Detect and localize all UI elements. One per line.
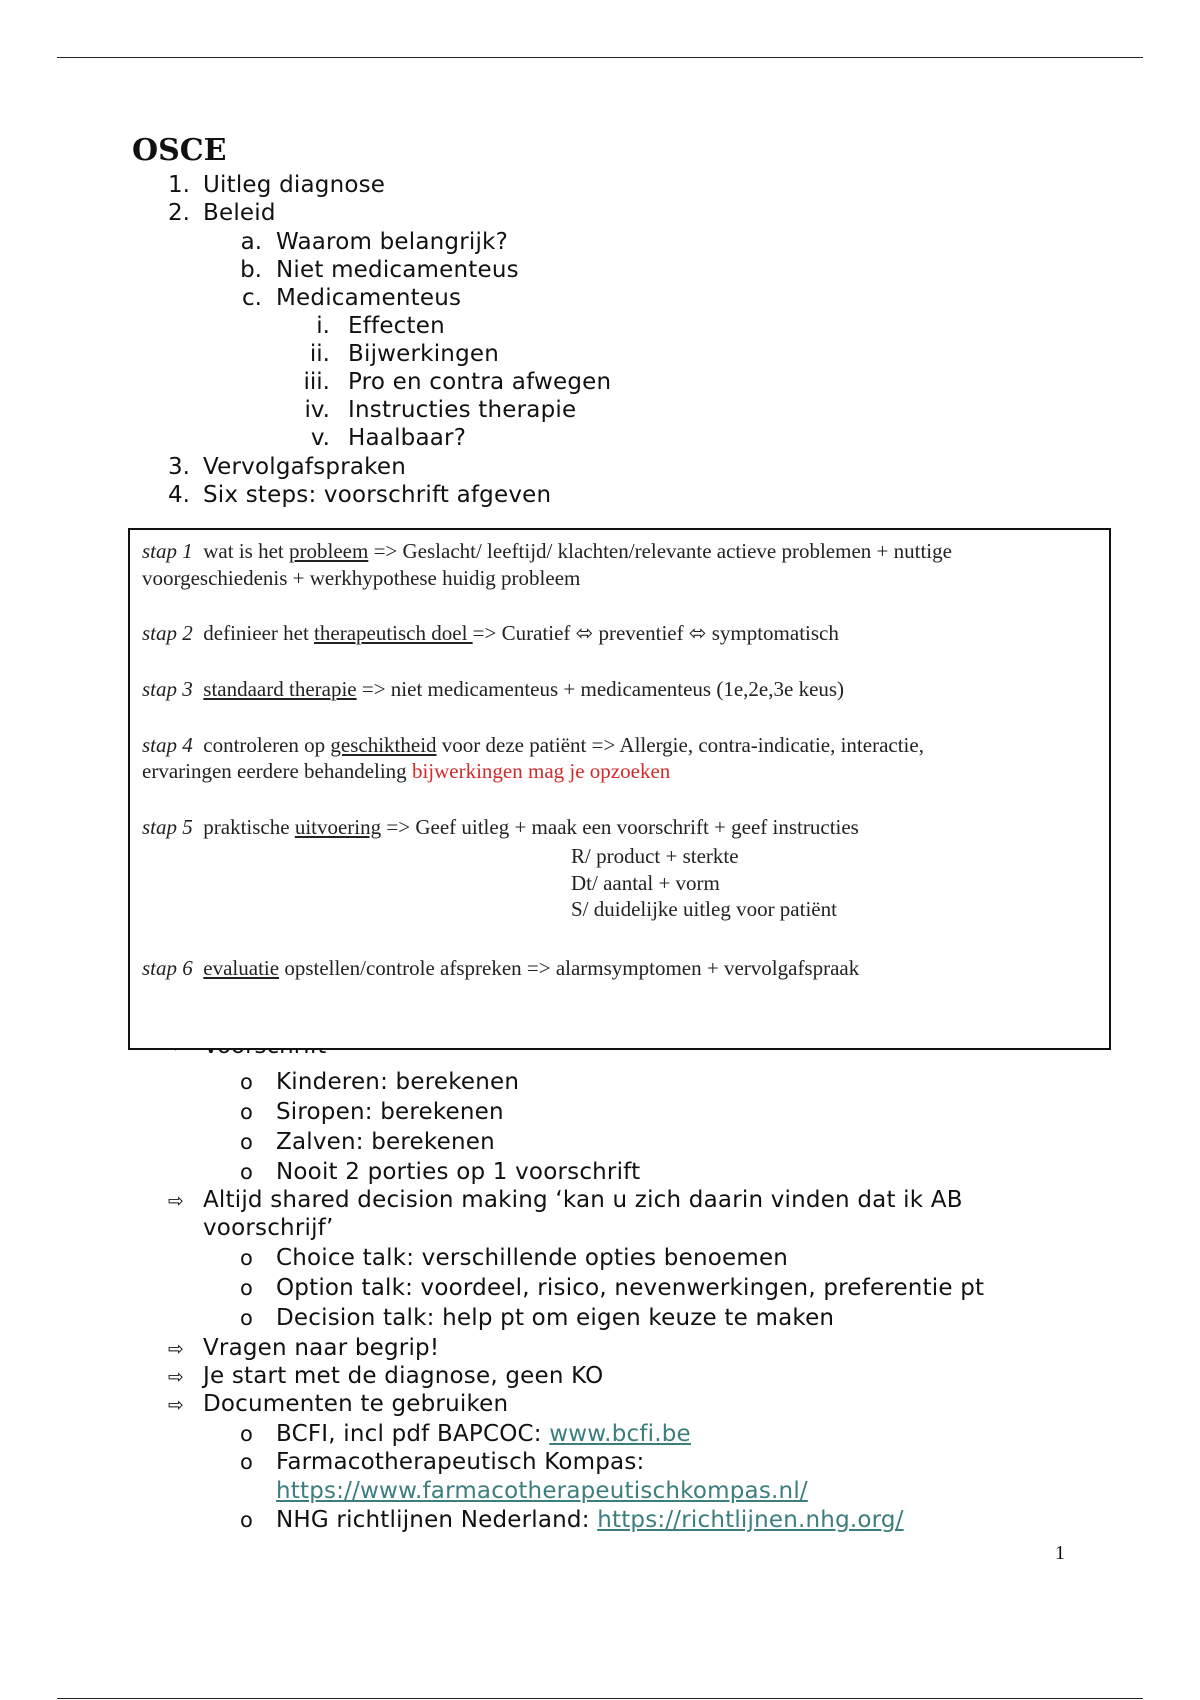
- list-roman: i.: [316, 313, 330, 339]
- list-item: Medicamenteus: [276, 285, 462, 311]
- list-item: Decision talk: help pt om eigen keuze te maken: [276, 1305, 835, 1331]
- list-item: Vervolgafspraken: [203, 454, 406, 480]
- list-roman: iv.: [304, 397, 330, 423]
- prescription-s: S/ duidelijke uitleg voor patiënt: [571, 897, 837, 921]
- step-1-continued: voorgeschiedenis + werkhypothese huidig probleem: [142, 566, 581, 590]
- list-item: NHG richtlijnen Nederland: https://richtlijnen.nhg.org/: [276, 1507, 904, 1533]
- arrow-icon: ⇨: [168, 1394, 184, 1416]
- arrow-icon: ⇨: [168, 1338, 184, 1360]
- circle-bullet-icon: o: [240, 1422, 253, 1446]
- list-item: Siropen: berekenen: [276, 1099, 504, 1125]
- step-3: stap 3 standaard therapie => niet medicamenteus + medicamenteus (1e,2e,3e keus): [142, 677, 845, 701]
- list-item: Uitleg diagnose: [203, 172, 386, 198]
- list-item: Niet medicamenteus: [276, 257, 519, 283]
- circle-bullet-icon: o: [240, 1160, 253, 1184]
- list-number: 3.: [168, 454, 190, 480]
- list-item: Je start met de diagnose, geen KO: [203, 1363, 604, 1389]
- list-item-continued: voorschrijf’: [203, 1215, 334, 1241]
- list-item: BCFI, incl pdf BAPCOC: www.bcfi.be: [276, 1421, 691, 1447]
- list-item: Documenten te gebruiken: [203, 1391, 509, 1417]
- list-letter: a.: [240, 229, 262, 255]
- list-number: 4.: [168, 482, 190, 508]
- list-item: Option talk: voordeel, risico, nevenwerkingen, preferentie pt: [276, 1275, 985, 1301]
- step-5: stap 5 praktische uitvoering => Geef uitleg + maak een voorschrift + geef instructies: [142, 815, 859, 839]
- prescription-r: R/ product + sterkte: [571, 844, 739, 868]
- nhg-richtlijnen-link[interactable]: https://richtlijnen.nhg.org/: [597, 1507, 904, 1533]
- header-rule: [57, 57, 1143, 58]
- list-item: Haalbaar?: [348, 425, 467, 451]
- list-item: Choice talk: verschillende opties benoemen: [276, 1245, 789, 1271]
- list-item: Beleid: [203, 200, 276, 226]
- list-item: Pro en contra afwegen: [348, 369, 612, 395]
- footer-rule: [57, 1698, 1143, 1699]
- list-item: Nooit 2 porties op 1 voorschrift: [276, 1159, 641, 1185]
- list-roman: v.: [310, 425, 330, 451]
- list-item: Altijd shared decision making ‘kan u zich daarin vinden dat ik AB: [203, 1187, 963, 1213]
- step-4: stap 4 controleren op geschiktheid voor deze patiënt => Allergie, contra-indicatie, interactie,: [142, 733, 924, 757]
- list-number: 1.: [168, 172, 190, 198]
- list-letter: b.: [240, 257, 262, 283]
- circle-bullet-icon: o: [240, 1130, 253, 1154]
- six-steps-box: [128, 528, 1111, 1050]
- arrow-icon: ⇨: [168, 1366, 184, 1388]
- highlight-note: bijwerkingen mag je opzoeken: [411, 759, 671, 783]
- circle-bullet-icon: o: [240, 1100, 253, 1124]
- list-letter: c.: [242, 285, 262, 311]
- list-item: Effecten: [348, 313, 445, 339]
- circle-bullet-icon: o: [240, 1070, 253, 1094]
- farmacotherapeutisch-kompas-link[interactable]: https://www.farmacotherapeutischkompas.nl/: [276, 1478, 808, 1504]
- circle-bullet-icon: o: [240, 1450, 253, 1474]
- page-number: 1: [1055, 1542, 1065, 1564]
- circle-bullet-icon: o: [240, 1306, 253, 1330]
- circle-bullet-icon: o: [240, 1508, 253, 1532]
- step-2: stap 2 definieer het therapeutisch doel => Curatief ⬄ preventief ⬄ symptomatisch: [142, 621, 839, 645]
- step-4-continued: ervaringen eerdere behandeling bijwerkingen mag je opzoeken: [142, 759, 671, 783]
- list-number: 2.: [168, 200, 190, 226]
- prescription-dt: Dt/ aantal + vorm: [571, 871, 720, 895]
- circle-bullet-icon: o: [240, 1276, 253, 1300]
- bcfi-link[interactable]: www.bcfi.be: [549, 1421, 691, 1447]
- list-item: Six steps: voorschrift afgeven: [203, 482, 552, 508]
- step-6: stap 6 evaluatie opstellen/controle afspreken => alarmsymptomen + vervolgafspraak: [142, 956, 860, 980]
- step-1: stap 1 wat is het probleem => Geslacht/ leeftijd/ klachten/relevante actieve problemen + nuttige: [142, 539, 952, 563]
- list-item: Kinderen: berekenen: [276, 1069, 520, 1095]
- list-item: Zalven: berekenen: [276, 1129, 495, 1155]
- list-item: Instructies therapie: [348, 397, 577, 423]
- list-item: Waarom belangrijk?: [276, 229, 508, 255]
- list-item: Bijwerkingen: [348, 341, 499, 367]
- list-roman: ii.: [309, 341, 330, 367]
- arrow-icon: ⇨: [168, 1190, 184, 1212]
- page-title: OSCE: [132, 133, 227, 168]
- circle-bullet-icon: o: [240, 1246, 253, 1270]
- list-item: Vragen naar begrip!: [203, 1335, 440, 1361]
- list-roman: iii.: [303, 369, 330, 395]
- list-item: Farmacotherapeutisch Kompas:: [276, 1449, 645, 1475]
